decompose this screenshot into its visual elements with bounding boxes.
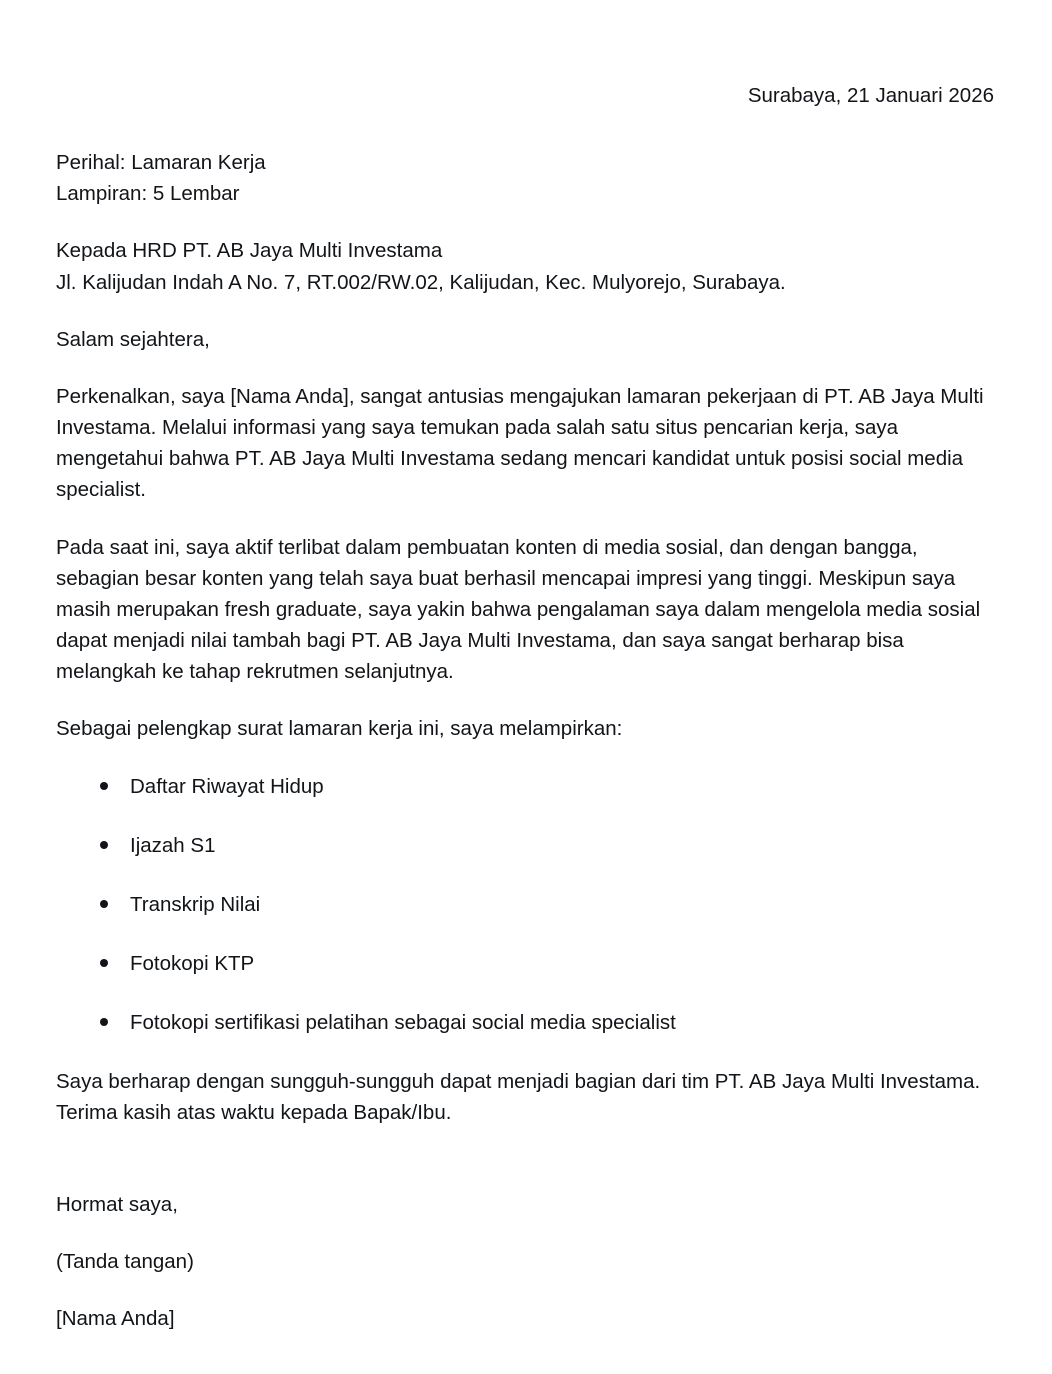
list-item: Transkrip Nilai [98, 889, 994, 920]
attachments-list [56, 771, 994, 1039]
subject-line: Perihal: Lamaran Kerja [56, 151, 266, 175]
signature-placeholder: (Tanda tangan) [56, 1249, 194, 1273]
date-line: Surabaya, 21 Januari 2026 [747, 84, 994, 107]
attachment-count-line: Lampiran: 5 Lembar [56, 182, 240, 206]
recipient-name-line: Kepada HRD PT. AB Jaya Multi Investama [56, 239, 443, 263]
signer-name: [Nama Anda] [56, 1306, 175, 1330]
recipient-address-line: Jl. Kalijudan Indah A No. 7, RT.002/RW.02, Kalijudan, Kec. Mulyorejo, Surabaya. [56, 270, 786, 294]
recipient-block [56, 235, 994, 297]
list-item: Fotokopi KTP [98, 948, 994, 979]
signoff-block [56, 1189, 994, 1334]
paragraph-experience: Pada saat ini, saya aktif terlibat dalam pembuatan konten di media sosial, dan dengan bangga, sebagian besar konten yang telah saya buat berhasil mencapai impresi yang tinggi. Meskipun saya masih merupakan fresh graduate, saya yakin bahwa pengalaman saya dalam mengelola media sosial dapat menjadi nilai tambah bagi PT. AB Jaya Multi Investama, dan saya sangat berharap bisa melangkah ke tahap rekrutmen selanjutnya. [56, 535, 981, 684]
closing-paragraph: Saya berharap dengan sungguh-sungguh dapat menjadi bagian dari tim PT. AB Jaya Multi Investama. Terima kasih atas waktu kepada Bapak/Ibu. [56, 1070, 981, 1125]
signoff-salutation: Hormat saya, [56, 1192, 178, 1216]
letter-body [56, 80, 994, 1334]
subject-block [56, 147, 994, 209]
list-item: Fotokopi sertifikasi pelatihan sebagai social media specialist [98, 1007, 994, 1038]
list-item: Ijazah S1 [98, 830, 994, 861]
paragraph-intro: Perkenalkan, saya [Nama Anda], sangat antusias mengajukan lamaran pekerjaan di PT. AB Jaya Multi Investama. Melalui informasi yang saya temukan pada salah satu situs pencarian kerja, saya mengetahui bahwa PT. AB Jaya Multi Investama sedang mencari kandidat untuk posisi social media specialist. [56, 384, 984, 502]
attachments-intro: Sebagai pelengkap surat lamaran kerja ini, saya melampirkan: [56, 717, 623, 741]
greeting: Salam sejahtera, [56, 327, 210, 351]
list-item: Daftar Riwayat Hidup [98, 771, 994, 802]
